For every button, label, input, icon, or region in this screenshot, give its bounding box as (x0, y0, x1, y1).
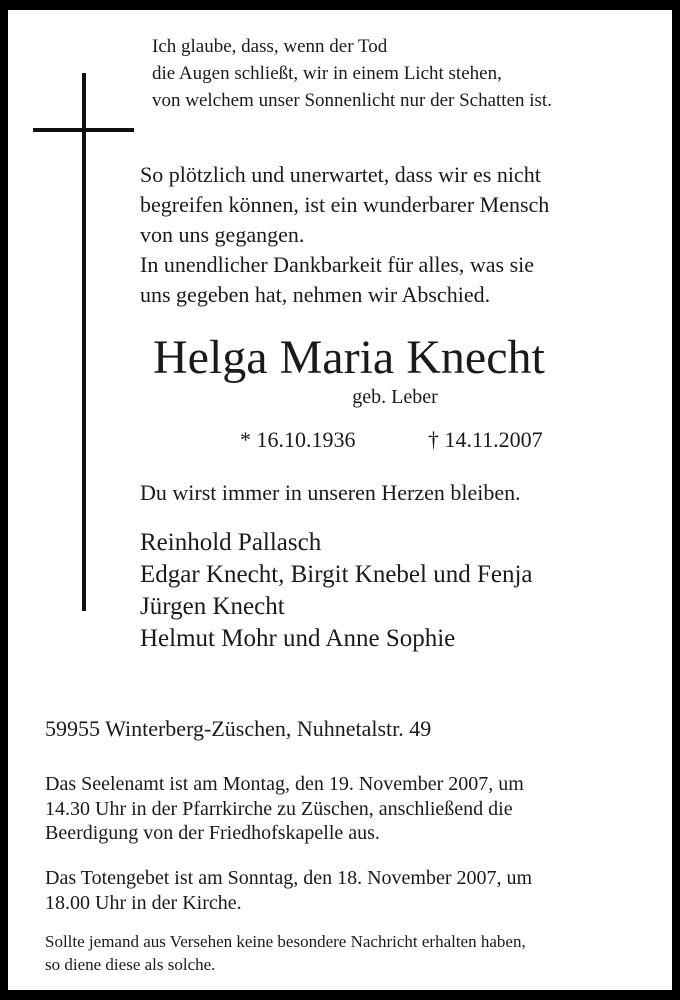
paragraph-line: So plötzlich und unerwartet, dass wir es nicht (140, 162, 541, 187)
requiem-info (45, 772, 524, 846)
deceased-name: Helga Maria Knecht (153, 331, 545, 384)
notice-note (45, 930, 526, 976)
mourner: Reinhold Pallasch (140, 529, 322, 556)
paragraph-line: von uns gegangen. (140, 222, 305, 247)
closing-line: Du wirst immer in unseren Herzen bleiben. (140, 480, 521, 505)
poem-line: Ich glaube, dass, wenn der Tod (152, 36, 388, 57)
poem-quote (152, 33, 552, 114)
info-line: Das Totengebet ist am Sonntag, den 18. November 2007, um (45, 867, 533, 889)
poem-line: von welchem unser Sonnenlicht nur der Schatten ist. (152, 90, 552, 111)
mourners-list (140, 527, 533, 655)
cross-vertical-bar (82, 73, 86, 611)
mourner: Helmut Mohr und Anne Sophie (140, 625, 456, 652)
address: 59955 Winterberg-Züschen, Nuhnetalstr. 49 (45, 716, 432, 741)
paragraph-line: In unendlicher Dankbarkeit für alles, was sie (140, 252, 535, 277)
info-line: 18.00 Uhr in der Kirche. (45, 892, 242, 914)
mourner: Jürgen Knecht (140, 593, 285, 620)
death-date: † 14.11.2007 (428, 427, 543, 452)
prayer-info (45, 866, 532, 916)
farewell-paragraph (140, 160, 549, 310)
note-line: so diene diese als solche. (45, 955, 216, 974)
mourner: Edgar Knecht, Birgit Knebel und Fenja (140, 561, 533, 588)
paragraph-line: uns gegeben hat, nehmen wir Abschied. (140, 282, 491, 307)
poem-line: die Augen schließt, wir in einem Licht stehen, (152, 63, 502, 84)
paragraph-line: begreifen können, ist ein wunderbarer Mensch (140, 192, 550, 217)
info-line: Das Seelenamt ist am Montag, den 19. November 2007, um (45, 773, 524, 795)
info-line: Beerdigung von der Friedhofskapelle aus. (45, 822, 380, 844)
info-line: 14.30 Uhr in der Pfarrkirche zu Züschen, anschließend die (45, 797, 513, 820)
birth-date: * 16.10.1936 (240, 427, 356, 452)
maiden-name: geb. Leber (352, 386, 438, 408)
note-line: Sollte jemand aus Versehen keine besondere Nachricht erhalten haben, (45, 932, 526, 951)
cross-horizontal-bar (33, 128, 134, 132)
